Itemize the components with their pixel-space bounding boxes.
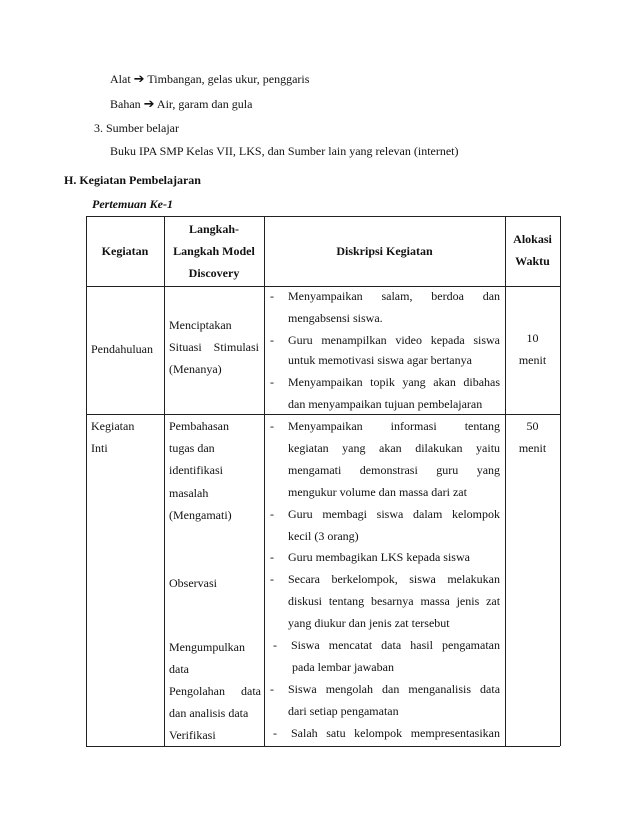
description-word: kelompok (452, 507, 501, 521)
description-line (291, 722, 500, 744)
description-word: massa (420, 594, 450, 608)
header-alokasi-line: Alokasi (513, 232, 552, 246)
bullet-dash: - (270, 375, 274, 389)
description-line (288, 371, 500, 393)
description-word: dibahas (463, 375, 501, 389)
langkah-line: data (169, 662, 189, 677)
description-word: besarnya (370, 594, 414, 608)
bullet-dash: - (270, 572, 274, 586)
description-line (288, 437, 500, 459)
langkah-line: Pembahasan (169, 419, 229, 433)
header-alokasi (505, 228, 560, 272)
row-inti-langkah-pengolahan (169, 680, 261, 702)
description-word: Siswa (291, 638, 320, 652)
description-word: salam, (381, 289, 413, 303)
description-word: yang (476, 463, 501, 477)
description-line: dari setiap pengamatan (288, 704, 399, 718)
description-line: kecil (3 orang) (288, 529, 359, 543)
description-line: yang diukur dan jenis zat tersebut (288, 616, 450, 630)
description-word: video (395, 333, 423, 347)
row-inti-langkah-observasi: Observasi (169, 576, 217, 590)
sumber-value: Buku IPA SMP Kelas VII, LKS, dan Sumber lain yang relevan (internet) (110, 144, 459, 158)
langkah-line: tugas dan (169, 441, 215, 456)
description-line: mengabsensi siswa. (288, 311, 383, 325)
arrow-right-icon: ➔ (133, 72, 145, 87)
description-line (288, 678, 500, 700)
description-word: mencatat (328, 638, 373, 652)
bahan-label: Bahan (110, 97, 141, 111)
header-langkah-line: Langkah- (188, 222, 240, 236)
bullet-dash: - (270, 550, 274, 564)
table-line (86, 746, 560, 747)
description-word: Siswa (288, 682, 317, 696)
description-word: berdoa (431, 289, 464, 303)
row-inti-alokasi (505, 415, 560, 459)
langkah-word: Pengolahan (169, 684, 225, 698)
description-line (288, 459, 500, 481)
description-line (288, 503, 500, 525)
row-inti-langkah-analisis: dan analisis data (169, 706, 249, 720)
description-word: hasil (410, 638, 433, 652)
description-word: tentang (328, 594, 365, 608)
row-inti-langkah-mengamati (169, 415, 232, 526)
description-word: zat (486, 594, 501, 608)
langkah-line: masalah (169, 485, 209, 500)
description-word: akan (433, 375, 456, 389)
description-word: siswa (409, 572, 436, 586)
table-line (264, 216, 265, 746)
description-word: diskusi (288, 594, 323, 608)
table-line (86, 216, 560, 217)
description-word: satu (326, 726, 346, 740)
description-word: yaitu (476, 441, 501, 455)
alokasi-unit: menit (518, 353, 547, 368)
description-word: jenis (456, 594, 480, 608)
row-inti-langkah-verifikasi: Verifikasi (169, 728, 216, 742)
alat-value: Timbangan, gelas ukur, penggaris (147, 72, 310, 86)
header-langkah-line: Langkah Model (173, 244, 255, 259)
bullet-dash: - (270, 289, 274, 303)
description-line (291, 634, 500, 656)
description-line: untuk memotivasi siswa agar bertanya (288, 353, 472, 367)
description-word: tentang (464, 419, 501, 433)
row-pendahuluan-kegiatan: Pendahuluan (91, 342, 153, 356)
description-word: yang (342, 441, 366, 455)
arrow-right-icon: ➔ (143, 97, 155, 112)
description-word: pengamatan (442, 638, 501, 652)
description-line: Guru membagikan LKS kepada siswa (288, 550, 470, 564)
description-word: kepada (430, 333, 465, 347)
table-line (560, 216, 561, 746)
kegiatan-line: Kegiatan (91, 419, 135, 433)
description-line: dan menyampaikan tujuan pembelajaran (288, 397, 483, 411)
description-word: Menyampaikan (288, 289, 363, 303)
description-word: Guru (288, 333, 313, 347)
header-alokasi-line: Waktu (515, 254, 550, 269)
alokasi-value: 10 (526, 331, 539, 345)
bullet-dash: - (270, 333, 274, 347)
bahan-line (110, 96, 252, 113)
description-word: dalam (413, 507, 443, 521)
description-line: pada lembar jawaban (292, 660, 394, 674)
description-word: kelompok (354, 726, 403, 740)
description-line (288, 329, 500, 351)
section-subheading: Pertemuan Ke-1 (92, 197, 173, 211)
table-line (505, 216, 506, 746)
alat-line (110, 71, 309, 88)
description-line (288, 590, 500, 612)
description-word: demonstrasi (359, 463, 418, 477)
row-pendahuluan-alokasi (505, 327, 560, 371)
header-langkah (164, 218, 264, 285)
bullet-dash: - (270, 419, 274, 433)
row-inti-langkah-mengumpulkan (169, 636, 245, 680)
description-word: menganalisis (408, 682, 472, 696)
alat-label: Alat (110, 72, 131, 86)
description-word: siswa (473, 333, 501, 347)
description-line: mengukur volume dan massa dari zat (288, 485, 467, 499)
bullet-dash: - (273, 638, 277, 652)
table-line (164, 216, 165, 746)
description-word: data (480, 682, 501, 696)
description-word: Menyampaikan (288, 419, 363, 433)
description-word: membagi (322, 507, 367, 521)
description-word: berkelompok, (331, 572, 398, 586)
row-pendahuluan-langkah (169, 314, 259, 381)
description-word: Secara (288, 572, 320, 586)
header-diskripsi: Diskripsi Kegiatan (336, 244, 433, 258)
description-line (288, 285, 500, 307)
alokasi-value: 50 (526, 419, 539, 433)
row-inti-kegiatan (91, 415, 134, 459)
description-word: Salah (291, 726, 318, 740)
description-word: mengolah (325, 682, 374, 696)
langkah-line: (Mengamati) (169, 507, 232, 522)
table-line (86, 216, 87, 746)
langkah-word: data (241, 684, 261, 698)
bahan-value: Air, garam dan gula (156, 97, 253, 111)
description-word: akan (379, 441, 402, 455)
description-word: Guru (288, 507, 313, 521)
description-word: informasi (390, 419, 437, 433)
section-heading: H. Kegiatan Pembelajaran (64, 173, 201, 187)
description-word: dan (382, 682, 400, 696)
description-line (288, 415, 500, 437)
header-kegiatan: Kegiatan (101, 244, 149, 258)
description-word: kegiatan (288, 441, 329, 455)
description-word: Menyampaikan (288, 375, 363, 389)
alokasi-unit: menit (518, 441, 547, 456)
description-word: mempresentasikan (410, 726, 501, 740)
description-word: dilakukan (415, 441, 463, 455)
description-word: yang (402, 375, 426, 389)
bullet-dash: - (270, 507, 274, 521)
langkah-line: identifikasi (169, 463, 223, 478)
description-line (288, 568, 500, 590)
kegiatan-line: Inti (91, 441, 108, 456)
langkah-line: Situasi Stimulasi (169, 340, 259, 355)
bullet-dash: - (273, 726, 277, 740)
sumber-heading: 3. Sumber belajar (94, 121, 179, 135)
description-word: siswa (376, 507, 404, 521)
description-word: dan (482, 289, 501, 303)
langkah-line: Mengumpulkan (169, 640, 245, 654)
langkah-line: (Menanya) (169, 362, 222, 377)
description-word: guru (436, 463, 459, 477)
langkah-line: Menciptakan (169, 318, 232, 332)
description-word: topik (370, 375, 395, 389)
description-word: menampilkan (321, 333, 387, 347)
description-word: mengamati (288, 463, 342, 477)
description-word: melakukan (447, 572, 500, 586)
bullet-dash: - (270, 682, 274, 696)
header-langkah-line: Discovery (188, 266, 240, 281)
description-word: data (381, 638, 402, 652)
